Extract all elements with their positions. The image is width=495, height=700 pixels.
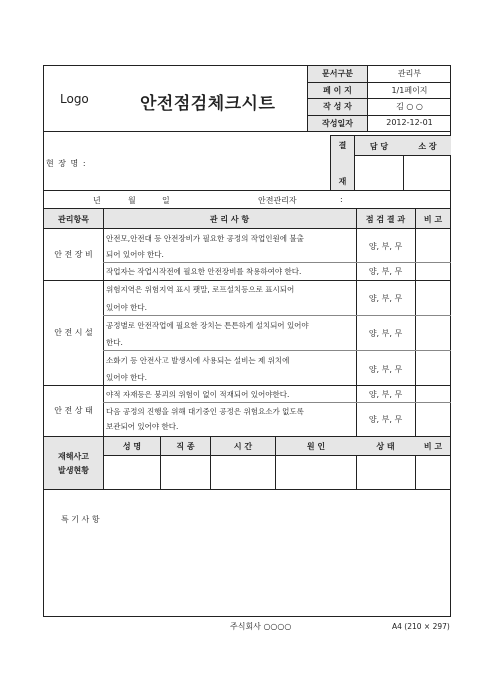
accident-col-status: 상 태 — [376, 442, 395, 451]
item-result: 양, 부, 무 — [368, 329, 403, 338]
item-result: 양, 부, 무 — [368, 294, 403, 303]
section-label-equipment: 안 전 장 비 — [54, 250, 93, 259]
logo: Logo — [60, 92, 89, 106]
meta-label-doc-type: 문서구분 — [322, 69, 353, 78]
approval-label-bottom: 재 — [338, 177, 347, 186]
date-day: 일 — [162, 196, 170, 205]
accident-col-cause: 원 인 — [306, 442, 326, 451]
meta-label-author: 작 성 자 — [323, 102, 352, 111]
safety-manager-colon: : — [340, 195, 343, 204]
footer-company: 주식회사 ○○○○ — [230, 622, 292, 631]
meta-value-doc-type: 관리부 — [397, 69, 422, 78]
item-text-line: 소화기 등 안전사고 발생시에 사용되는 설비는 제 위치에 — [106, 356, 290, 365]
item-text-line: 안전모,안전대 등 안전장비가 필요한 공정의 작업인원에 불출 — [106, 234, 304, 243]
special-notes-label: 특 기 사 항 — [61, 515, 100, 524]
accident-label-bg — [44, 437, 103, 489]
header-item: 관리항목 — [58, 215, 89, 224]
item-text-line: 공정별로 안전작업에 필요한 장치는 튼튼하게 설치되어 있어야 — [106, 321, 309, 330]
item-text-line: 작업자는 작업시작전에 필요한 안전장비를 착용하여야 한다. — [106, 267, 302, 276]
accident-col-note: 비 고 — [423, 442, 443, 451]
accident-col-job: 직 종 — [176, 442, 195, 451]
site-name-label: 현 장 명 : — [46, 159, 87, 168]
header-result: 점 검 결 과 — [365, 215, 406, 224]
meta-label-date: 작성일자 — [322, 119, 353, 128]
item-text-line: 다음 공정의 진행을 위해 대기중인 공정은 위험요소가 없도록 — [106, 407, 304, 416]
item-text-line: 있어야 한다. — [106, 303, 147, 312]
item-text-line: 보관되어 있어야 한다. — [106, 422, 179, 431]
header-matters: 관 리 사 항 — [209, 215, 250, 224]
section-label-condition: 안 전 상 태 — [54, 406, 93, 415]
approval-label-top: 결 — [338, 141, 347, 150]
item-result: 양, 부, 무 — [368, 242, 403, 251]
accident-col-time: 시 간 — [233, 442, 253, 451]
item-text-line: 되어 있어야 한다. — [106, 250, 164, 259]
accident-label-line1: 재해사고 — [58, 452, 89, 461]
item-text-line: 있어야 한다. — [106, 373, 147, 382]
header-note: 비 고 — [423, 215, 443, 224]
approval-col-director: 소 장 — [418, 142, 437, 151]
accident-label-line2: 발생현황 — [58, 466, 89, 475]
document-title: 안전점검체크시트 — [140, 94, 276, 114]
meta-value-author: 김 ○ ○ — [396, 102, 423, 111]
date-month: 월 — [128, 196, 136, 205]
item-result: 양, 부, 무 — [368, 267, 403, 276]
item-text-line: 야적 자재등은 붕괴의 위험이 없이 적재되어 있어야한다. — [106, 390, 290, 399]
approval-col-staff: 담 당 — [369, 142, 389, 151]
safety-manager-label: 안전관리자 — [258, 196, 297, 205]
item-text-line: 위험지역은 위험지역 표시 팻말, 로프설치등으로 표시되어 — [106, 285, 295, 294]
date-year: 년 — [93, 196, 101, 205]
footer-paper-size: A4 (210 × 297) — [392, 622, 450, 631]
header-bottom-line — [43, 131, 451, 132]
item-result: 양, 부, 무 — [368, 390, 403, 399]
meta-label-page: 페 이 지 — [323, 86, 352, 95]
accident-col-name: 성 명 — [122, 442, 142, 451]
section-label-facilities: 안 전 시 설 — [54, 328, 93, 337]
meta-value-date: 2012-12-01 — [386, 118, 433, 127]
meta-value-page: 1/1페이지 — [391, 86, 428, 95]
item-result: 양, 부, 무 — [368, 415, 403, 424]
item-text-line: 한다. — [106, 338, 123, 347]
item-result: 양, 부, 무 — [368, 365, 403, 374]
